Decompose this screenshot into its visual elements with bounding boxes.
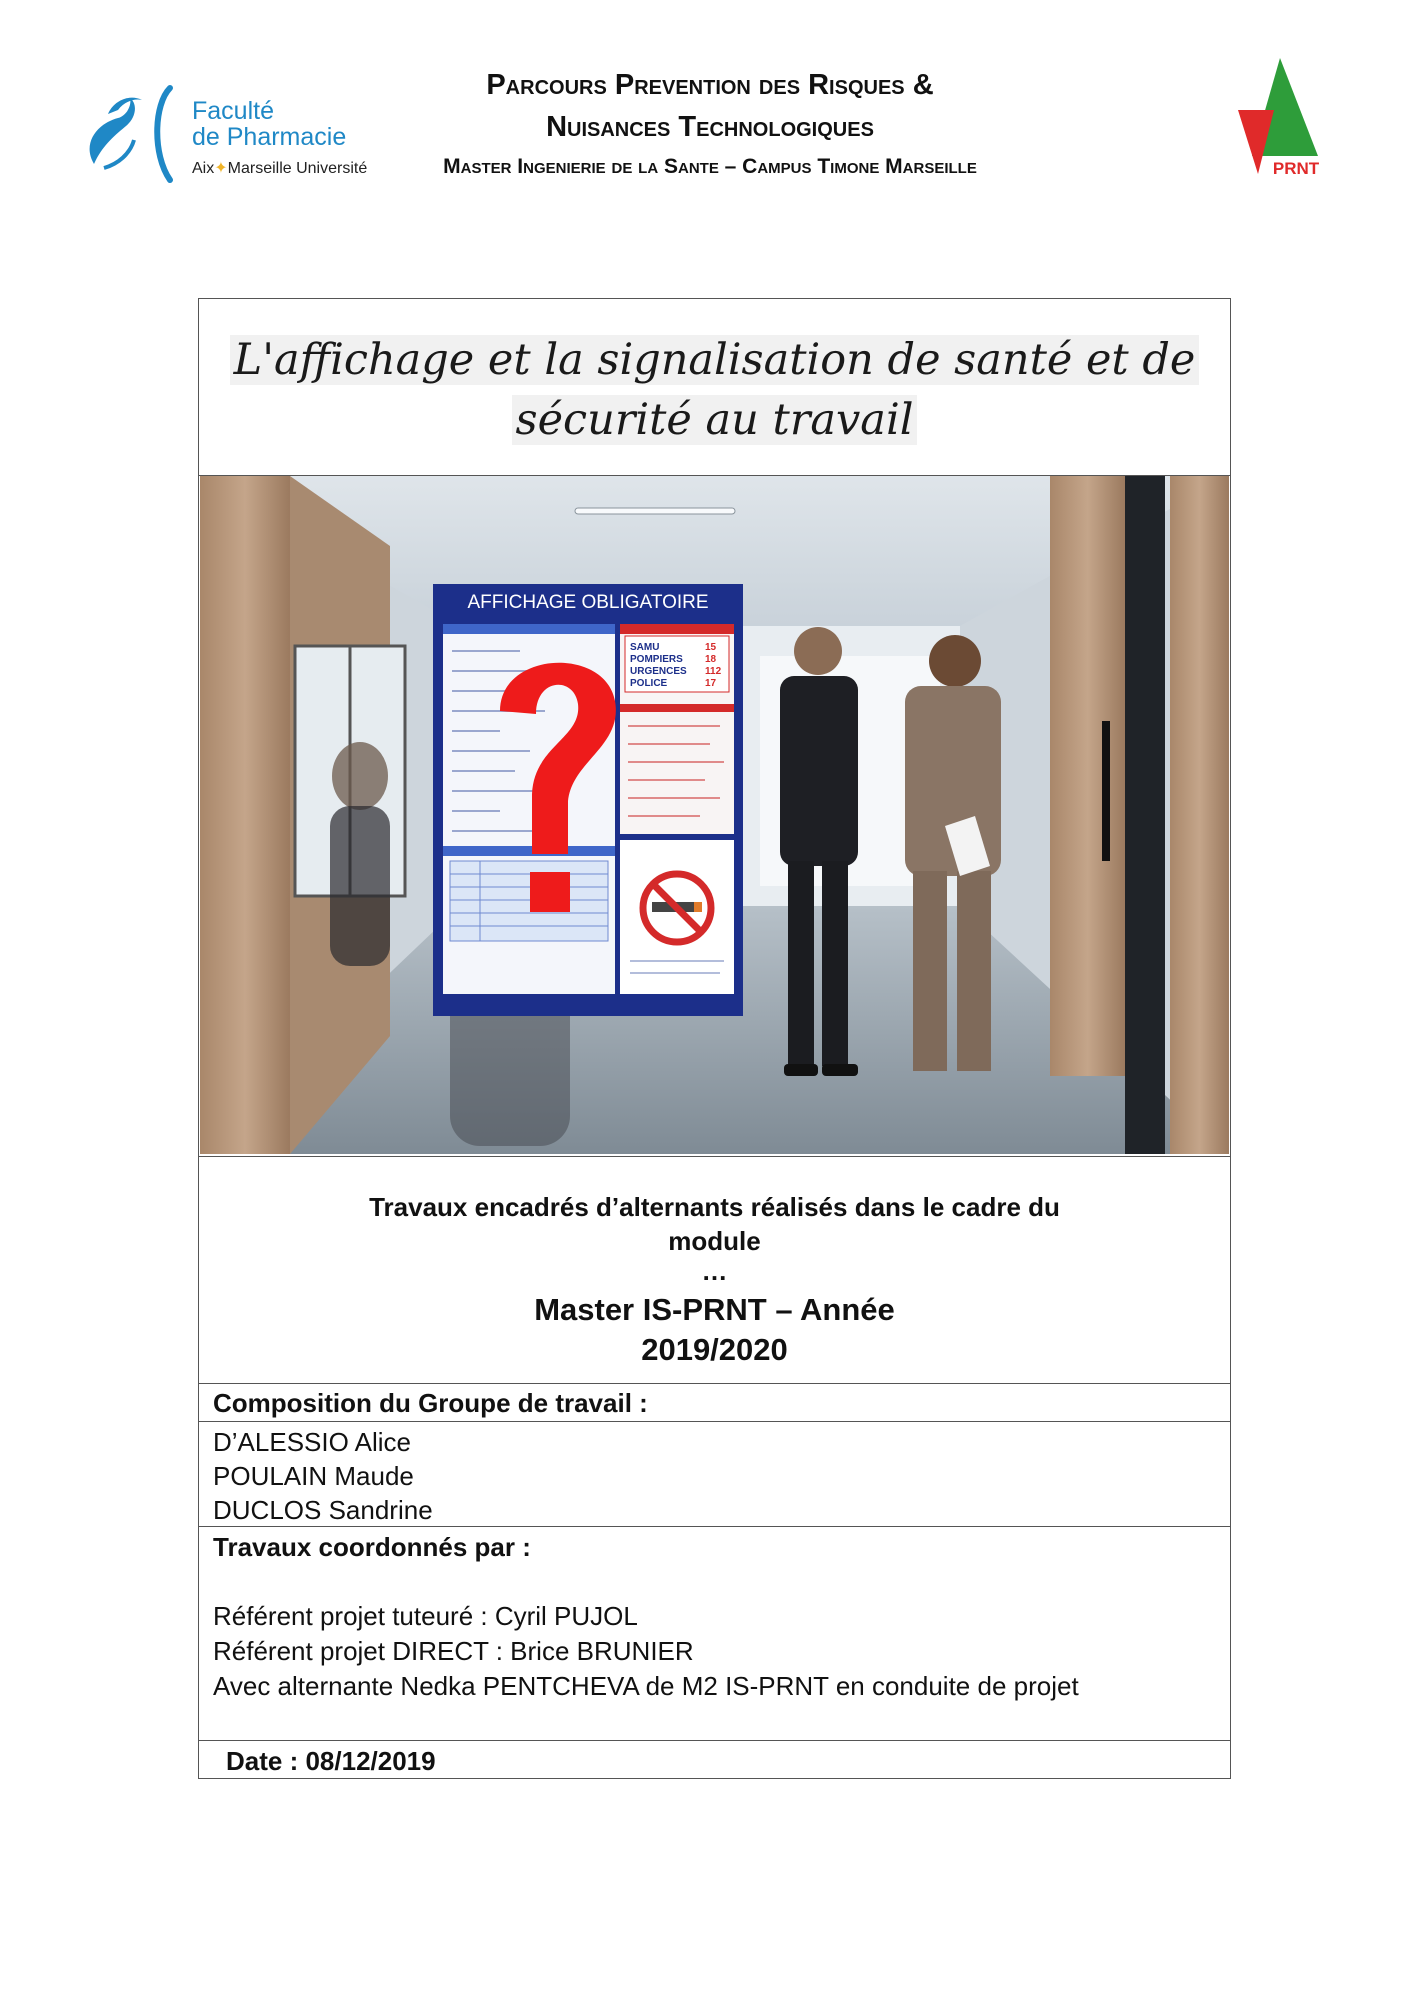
emergency-samu-number: 15 [705,642,717,653]
document-date: Date : 08/12/2019 [226,1746,436,1776]
work-ellipsis: … [701,1256,728,1286]
faculty-bird-icon [74,84,184,184]
work-line2: module [668,1226,761,1256]
faculty-logo-line1: Faculté [192,97,274,125]
title-line2: sécurité au travail [512,395,918,445]
group-member-2: POULAIN Maude [213,1461,414,1491]
program-header [410,64,1010,182]
prnt-logo-text: PRNT [1272,159,1320,178]
work-description [200,1190,1229,1370]
faculty-logo-university: Aix✦Marseille Université [192,160,368,177]
master-line1: Master IS-PRNT – Année [534,1292,895,1327]
emergency-police-number: 17 [705,678,717,689]
coordination-line-3: Avec alternante Nedka PENTCHEVA de M2 IS-PRNT en conduite de projet [213,1671,1079,1701]
star-icon: ✦ [214,160,228,177]
poster-title: AFFICHAGE OBLIGATOIRE [467,592,709,613]
divider-image [198,1156,1231,1157]
prnt-logo [1236,56,1326,180]
group-label: Composition du Groupe de travail : [213,1388,648,1418]
work-line1: Travaux encadrés d’alternants réalisés dans le cadre du [369,1192,1060,1222]
emergency-pompiers: POMPIERS [630,654,683,665]
emergency-urgences: URGENCES [630,666,687,677]
group-member-3: DUCLOS Sandrine [213,1495,433,1525]
office-scene-illustration [200,476,1229,1154]
prnt-triangles-icon [1236,56,1326,180]
divider-work [198,1383,1231,1384]
program-line2: Nuisances Technologiques [546,111,874,143]
coordination-line-2: Référent projet DIRECT : Brice BRUNIER [213,1636,694,1666]
program-line3: Master Ingenierie de la Sante – Campus Timone Marseille [443,155,977,178]
emergency-pompiers-number: 18 [705,654,717,665]
title-line1: L'affichage et la signalisation de santé et de [230,335,1200,385]
coordination-line-1: Référent projet tuteuré : Cyril PUJOL [213,1601,638,1631]
emergency-urgences-number: 112 [705,666,722,677]
master-line2: 2019/2020 [641,1332,788,1367]
emergency-samu: SAMU [630,642,660,653]
affichage-obligatoire-poster [433,584,743,1016]
document-title [200,330,1229,450]
coordination-label: Travaux coordonnés par : [213,1532,531,1562]
divider-coordination [198,1740,1231,1741]
emergency-police: POLICE [630,678,668,689]
faculty-logo-line2: de Pharmacie [192,123,347,151]
group-member-1: D’ALESSIO Alice [213,1427,411,1457]
cover-photo [200,476,1229,1154]
faculty-logo [74,84,404,184]
divider-group-label [198,1421,1231,1422]
program-line1: Parcours Prevention des Risques & [486,69,934,101]
